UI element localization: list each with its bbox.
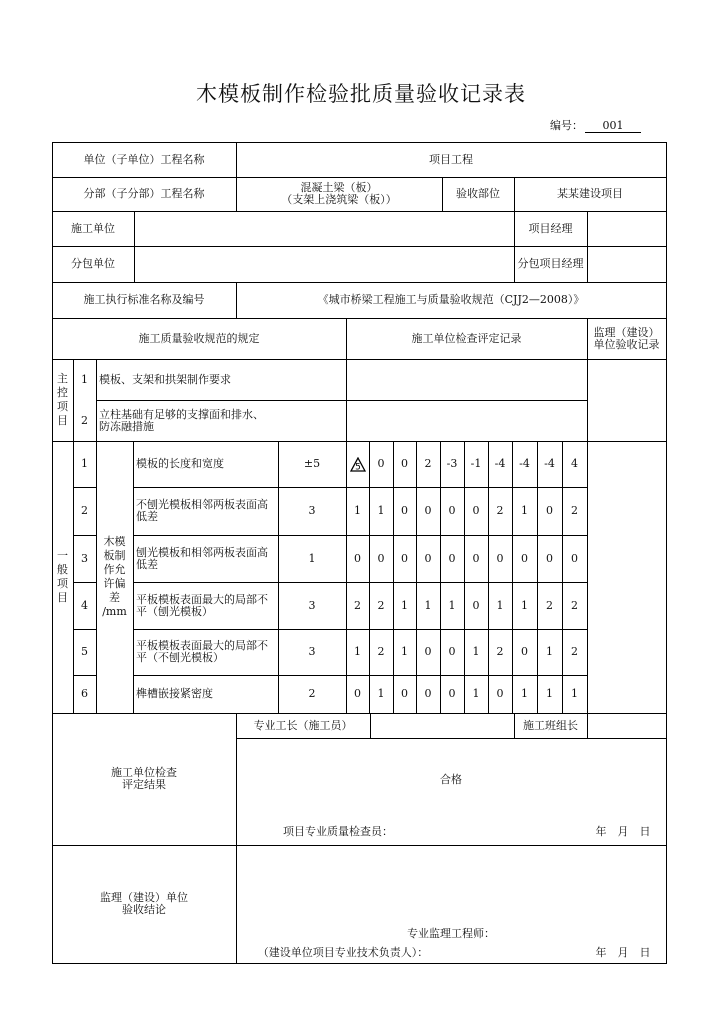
tolerance-group-label: 木模 板制 作允 许偏 差 /mm (102, 535, 127, 618)
sub-manager-label: 分包项目经理 (517, 257, 584, 270)
measured-value[interactable]: 0 (448, 645, 456, 658)
measured-value[interactable]: -3 (446, 457, 458, 470)
unit-name-value[interactable]: 项目工程 (429, 152, 473, 166)
main-control-no: 1 (81, 372, 88, 386)
quality-inspector-label: 项目专业质量检查员： (283, 824, 393, 838)
measured-value[interactable]: -4 (494, 457, 506, 470)
doc-number-value: 001 (585, 119, 641, 133)
measured-value[interactable]: 2 (571, 504, 578, 517)
general-item-name: 榫槽嵌接紧密度 (136, 687, 213, 700)
supervision-conclusion-label: 监理（建设）单位 验收结论 (100, 891, 188, 916)
contractor-value[interactable] (134, 211, 514, 246)
measured-value[interactable]: 1 (496, 598, 504, 612)
measured-value[interactable]: 2 (424, 457, 432, 470)
subcontractor-value[interactable] (134, 246, 514, 282)
measured-value[interactable]: 0 (472, 551, 480, 565)
table-rule (666, 142, 667, 963)
general-supervise[interactable] (587, 441, 666, 713)
main-control-label: 主 控 项 目 (57, 372, 68, 427)
measured-value[interactable]: 0 (546, 551, 553, 565)
unit-name-label: 单位（子单位）工程名称 (83, 152, 205, 166)
foreman-label: 专业工长（施工员） (253, 718, 353, 732)
measured-value[interactable]: 4 (571, 457, 578, 470)
measured-value[interactable]: 1 (354, 504, 361, 517)
measured-value[interactable]: 0 (401, 457, 408, 470)
measured-value[interactable]: 2 (354, 598, 361, 612)
team-leader-label: 施工班组长 (523, 718, 578, 732)
contractor-result-value[interactable]: 合格 (440, 773, 462, 786)
main-control-supervise[interactable] (587, 359, 666, 441)
measured-value[interactable]: 1 (354, 645, 361, 658)
check-column-header: 施工单位检查评定记录 (411, 331, 522, 345)
general-item-no: 5 (81, 645, 88, 658)
measured-value[interactable]: 0 (401, 687, 408, 700)
main-control-no: 2 (81, 413, 88, 427)
general-item-no: 1 (81, 457, 88, 470)
measured-value[interactable]: 0 (448, 687, 456, 700)
subcontractor-label: 分包单位 (71, 257, 115, 270)
measured-value[interactable]: 0 (424, 645, 432, 658)
measured-value[interactable]: 0 (354, 687, 361, 700)
measured-value[interactable]: 2 (571, 598, 578, 612)
supervision-date: 年 月 日 (595, 946, 651, 959)
spec-column-header: 施工质量验收规范的规定 (138, 331, 260, 345)
measured-value[interactable]: 0 (401, 551, 408, 565)
measured-value[interactable]: 0 (377, 457, 385, 470)
division-name-value[interactable]: 混凝土梁（板） （支架上浇筑梁（板）） (281, 181, 397, 206)
general-item-tolerance: 2 (308, 687, 316, 700)
form-title: 木模板制作检验批质量验收记录表 (196, 82, 526, 106)
foreman-value[interactable] (370, 713, 514, 738)
measured-value[interactable]: 0 (496, 687, 504, 700)
measured-value[interactable]: -4 (544, 457, 555, 470)
measured-value[interactable]: 1 (472, 645, 480, 658)
measured-value[interactable]: 2 (496, 645, 504, 658)
general-item-tolerance: 3 (308, 504, 316, 517)
general-item-name: 平板模板表面最大的局部不 平（刨光模板） (136, 592, 268, 618)
table-rule (236, 738, 666, 739)
measured-value[interactable]: 0 (354, 551, 361, 565)
general-item-no: 3 (81, 551, 88, 565)
measured-value[interactable]: 0 (424, 551, 432, 565)
general-item-name: 模板的长度和宽度 (136, 457, 224, 470)
measured-value[interactable]: 0 (377, 551, 385, 565)
supervision-engineer-label: 专业监理工程师： (407, 927, 495, 940)
measured-value[interactable]: 1 (377, 687, 385, 700)
measured-value[interactable]: -1 (470, 457, 482, 470)
measured-value[interactable]: 0 (571, 551, 578, 565)
general-item-tolerance: 3 (308, 645, 316, 658)
measured-value[interactable]: 0 (472, 504, 480, 517)
warning-icon (346, 441, 369, 487)
standard-label: 施工执行标准名称及编号 (83, 293, 205, 306)
inspector-date: 年 月 日 (595, 824, 651, 838)
supervise-column-header: 监理（建设） 单位验收记录 (593, 325, 660, 351)
general-item-tolerance: 3 (308, 598, 316, 612)
svg-text:5: 5 (354, 462, 361, 472)
measured-value[interactable]: 0 (424, 504, 432, 517)
standard-value[interactable]: 《城市桥梁工程施工与质量验收规范（CJJ2—2008）》 (317, 293, 585, 306)
measured-value[interactable]: -4 (519, 457, 530, 470)
measured-value[interactable]: 0 (496, 551, 504, 565)
measured-value[interactable]: 1 (521, 687, 528, 700)
team-leader-value[interactable] (587, 713, 666, 738)
general-item-no: 6 (81, 687, 88, 700)
measured-value[interactable]: 1 (401, 645, 408, 658)
table-rule (52, 963, 667, 964)
main-control-item: 模板、支架和拱架制作要求 (99, 372, 231, 386)
division-name-label: 分部（子分部）工程名称 (83, 187, 205, 200)
measured-value[interactable]: 1 (546, 687, 553, 700)
measured-value[interactable]: 2 (377, 598, 385, 612)
general-item-no: 4 (81, 598, 88, 612)
sub-manager-value[interactable] (587, 246, 666, 282)
acceptance-part-label: 验收部位 (456, 187, 500, 200)
measured-value[interactable]: 0 (521, 551, 528, 565)
measured-value[interactable]: 1 (448, 598, 456, 612)
acceptance-part-value[interactable]: 某某建设项目 (557, 187, 623, 200)
measured-value[interactable]: 1 (521, 504, 528, 517)
measured-value[interactable]: 0 (546, 504, 553, 517)
contractor-result-label: 施工单位检查 评定结果 (111, 766, 177, 791)
general-item-tolerance: ±5 (303, 457, 321, 470)
general-items-label: 一 般 项 目 (57, 549, 68, 604)
main-control-item: 立柱基础有足够的支撑面和排水、 防冻融措施 (99, 407, 264, 433)
measured-value[interactable]: 2 (496, 504, 504, 517)
measured-value[interactable]: 0 (448, 504, 456, 517)
measured-value[interactable]: 0 (521, 645, 528, 658)
measured-value[interactable]: 0 (472, 598, 480, 612)
measured-value[interactable]: 0 (448, 551, 456, 565)
measured-value[interactable]: 0 (424, 687, 432, 700)
main-control-check[interactable] (346, 359, 587, 400)
general-item-tolerance: 1 (308, 551, 316, 565)
general-item-name: 不刨光模板相邻两板表面高 低差 (136, 498, 268, 523)
general-item-name: 刨光模板和相邻两板表面高 低差 (136, 545, 268, 571)
measured-value[interactable]: 1 (521, 598, 528, 612)
project-manager-value[interactable] (587, 211, 666, 246)
measured-value[interactable]: 1 (571, 687, 578, 700)
contractor-label: 施工单位 (71, 221, 115, 235)
doc-number (550, 117, 641, 133)
main-control-check[interactable] (346, 400, 587, 441)
project-manager-label: 项目经理 (528, 221, 573, 235)
measured-value[interactable]: 2 (377, 645, 385, 658)
doc-number-label: 编号： (550, 119, 583, 132)
measured-value[interactable]: 2 (546, 598, 553, 612)
measured-value[interactable]: 1 (424, 598, 432, 612)
measured-value[interactable]: 1 (401, 598, 408, 612)
general-item-no: 2 (81, 504, 88, 517)
measured-value[interactable]: 0 (401, 504, 408, 517)
general-item-name: 平板模板表面最大的局部不 平（不刨光模板） (136, 639, 268, 664)
owner-representative-label: （建设单位项目专业技术负责人）： (257, 946, 429, 959)
measured-value[interactable]: 2 (571, 645, 578, 658)
measured-value[interactable]: 1 (377, 504, 385, 517)
measured-value[interactable]: 1 (472, 687, 480, 700)
measured-value[interactable]: 1 (546, 645, 553, 658)
